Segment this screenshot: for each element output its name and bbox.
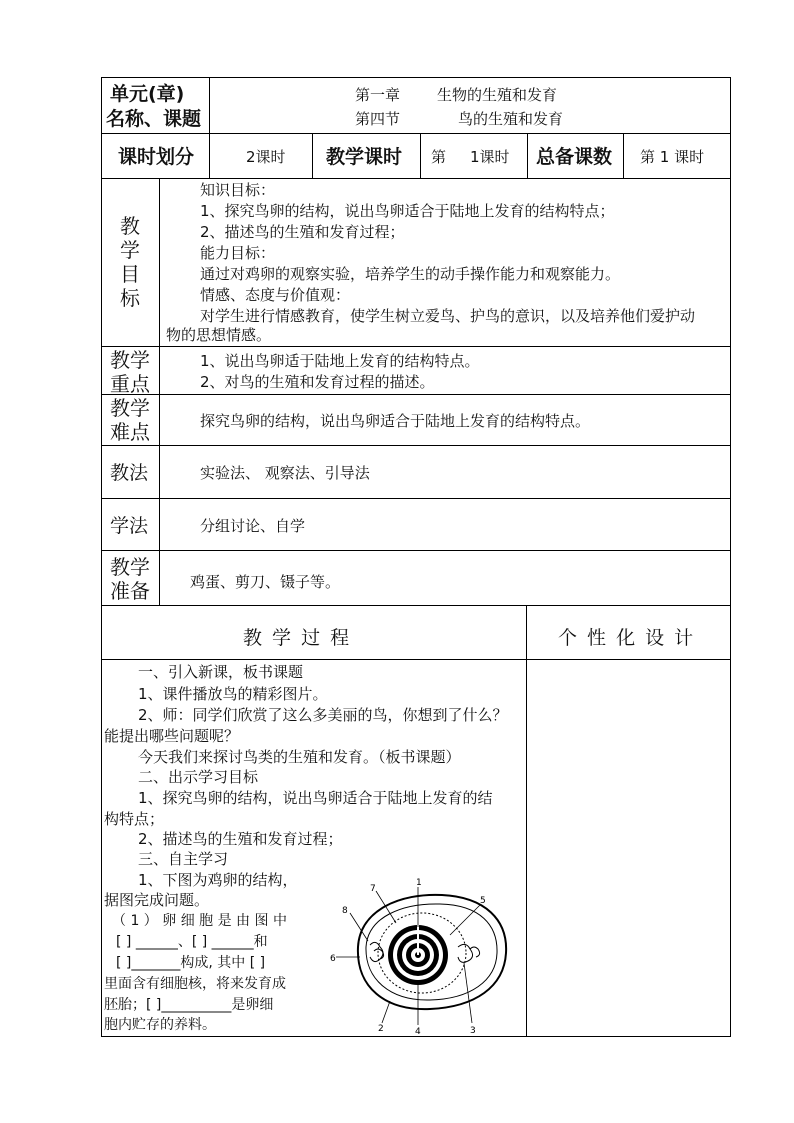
difficulties-text: 探究鸟卵的结构，说出鸟卵适合于陆地上发育的结构特点。 [200,412,591,430]
objectives-label: 教 学 目 标 [120,214,140,310]
teaching-value: 1课时 [470,148,510,166]
egg-label: 1 [416,878,422,888]
section-title: 鸟的生殖和发育 [458,110,564,128]
objective-line: 能力目标： [200,244,276,262]
process-line: 今天我们来探讨鸟类的生殖和发育。（板书课题） [138,748,461,766]
question-line: 里面含有细胞核，将来发育成 [104,976,286,992]
process-line: 1、探究鸟卵的结构，说出鸟卵适合于陆地上发育的结 [138,789,493,807]
process-header: 教 学 过 程 [243,627,352,649]
objective-line: 对学生进行情感教育，使学生树立爱鸟、护鸟的意识，以及培养他们爱护动 [200,307,696,325]
objective-line: 2、描述鸟的生殖和发育过程； [200,223,405,241]
egg-label: 7 [370,884,376,894]
section: 第四节 [355,110,401,128]
unit-label-line2: 名称、课题 [106,108,202,130]
process-line: 三、自主学习 [138,850,229,868]
total-value: 第 1 课时 [640,148,705,166]
difficulties-label: 教学 难点 [110,396,150,444]
process-line: 一、引入新课，板书课题 [138,663,304,681]
chapter: 第一章 [355,86,401,104]
process-line: 二、出示学习目标 [138,768,259,786]
process-line: 1、课件播放鸟的精彩图片。 [138,685,328,703]
process-line: 构特点； [104,810,165,828]
learning-label: 学法 [110,515,149,537]
question-line: [ ] ______、[ ] ______和 [116,934,268,950]
design-header: 个 性 化 设 计 [558,627,696,649]
egg-label: 8 [342,906,348,916]
division-label: 课时划分 [118,146,195,168]
egg-label: 2 [378,1024,384,1034]
question-line: 胚胎；[ ]__________是卵细 [104,997,274,1013]
question-line: [ ]_______构成, 其中 [ ] [116,955,266,971]
preparation-label: 教学 准备 [110,555,150,603]
chapter-title: 生物的生殖和发育 [437,86,558,104]
process-line: 2、描述鸟的生殖和发育过程； [138,830,343,848]
process-line: 能提出哪些问题呢？ [104,727,240,745]
objective-line: 通过对鸡卵的观察实验，培养学生的动手操作能力和观察能力。 [200,265,621,283]
unit-label-line1: 单元(章) [110,83,185,105]
key-points-label: 教学 重点 [110,348,150,396]
egg-label: 5 [480,896,486,906]
egg-structure-diagram [330,875,520,1035]
process-line: 1、下图为鸡卵的结构， [138,871,298,889]
key-point-line: 1、说出鸟卵适于陆地上发育的结构特点。 [200,352,480,370]
egg-label: 3 [470,1026,476,1035]
objective-line: 物的思想情感。 [166,326,272,344]
process-line: 2、师：同学们欣赏了这么多美丽的鸟，你想到了什么？ [138,706,508,724]
teaching-prefix: 第 [431,148,447,166]
question-line: （ 1 ） 卵 细 胞 是 由 图 中 [112,913,287,929]
egg-label: 6 [330,954,336,964]
egg-label: 4 [415,1027,421,1035]
process-line: 据图完成问题。 [104,891,210,909]
objective-line: 情感、态度与价值观： [200,286,351,304]
methods-text: 实验法、 观察法、引导法 [200,464,370,482]
objective-line: 知识目标： [200,181,276,199]
learning-text: 分组讨论、自学 [200,517,306,535]
teaching-label: 教学课时 [326,146,403,168]
division-value: 2课时 [246,148,286,166]
methods-label: 教法 [110,462,149,484]
objective-line: 1、探究鸟卵的结构，说出鸟卵适合于陆地上发育的结构特点； [200,202,615,220]
total-label: 总备课数 [536,146,613,168]
key-point-line: 2、对鸟的生殖和发育过程的描述。 [200,373,435,391]
question-line: 胞内贮存的养料。 [104,1017,216,1033]
preparation-text: 鸡蛋、剪刀、镊子等。 [190,573,341,591]
